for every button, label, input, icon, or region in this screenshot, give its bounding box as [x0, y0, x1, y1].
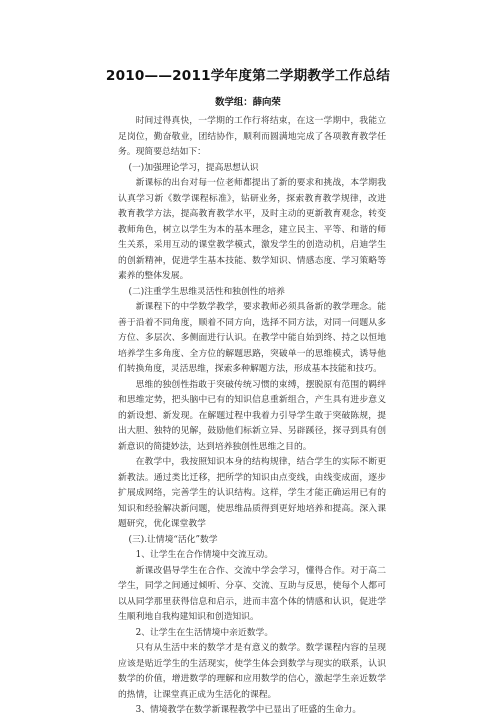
paragraph: 思维的独创性指敢于突破传统习惯的束缚，摆脱原有范围的羁绊和思维定势，把头脑中已有的知识信息重新组合，产生具有进步意义的新设想、新发现。在解题过程中我着力引导学生敢于突破陈规，提出大胆、独特的见解，鼓励他们标新立异、另辟蹊径，探寻到具有创新意识的简捷妙法，达到培养独创性思维之目的。	[118, 379, 386, 452]
paragraph: 在教学中，我按照知识本身的结构规律，结合学生的实际不断更新教法。通过类比迁移，把所学的知识由点变线，由线变成面，逐步扩展成网络，完善学生的认识结构。这样，学生才能正确运用已有的知识和经验解决新问题，使思维品质得到更好地培养和提高。深入课题研究，优化课堂教学	[118, 457, 386, 529]
paragraph: 只有从生活中来的数学才是有意义的数学。数学课程内容的呈现应该是贴近学生的生活现实，使学生体会到数学与现实的联系，认识数学的价值，增进数学的理解和应用数学的信心，激起学生亲近数学的热情，让课堂真正成为生活化的课程。	[118, 643, 386, 700]
section-heading-3: (三).让情境“活化”数学	[128, 534, 218, 545]
document-body	[118, 114, 386, 719]
paragraph-intro: 时间过得真快，一学期的工作行将结束，在这一学期中，我能立足岗位，勤奋敬业，团结协作，顺利而圆满地完成了各项教育教学任务。现简要总结如下：	[118, 116, 386, 157]
paragraph: 新课标的出台对每一位老师都提出了新的要求和挑战，本学期我认真学习新《数学课程标准》，钻研业务，探索教育教学规律，改进教育教学方法，提高教育教学水平，及时主动的更新教育观念，转变教师角色，树立以学生为本的基本理念，建立民主、平等、和谐的师生关系，采用互动的课堂教学模式，激发学生的创造动机，启迪学生的创新精神，促进学生基本技能、数学知识、情感态度、学习策略等素养的整体发展。	[118, 178, 386, 281]
document-author: 数学组：薛向荣	[215, 97, 281, 108]
section-heading-2: (二)注重学生思维灵活性和独创性的培养	[128, 286, 285, 297]
list-item: 3、情境教学在数学新课程教学中已显出了旺盛的生命力。	[135, 705, 362, 715]
section-heading-1: (一)加强理论学习，提高思想认识	[128, 162, 259, 173]
list-item: 1、让学生在合作情境中交流互动。	[135, 550, 274, 560]
list-item: 2、让学生在生活情境中亲近数学。	[135, 627, 274, 638]
paragraph: 新课程下的中学数学教学，要求教师必须具备新的教学理念。能善于沿着不同角度，顺着不同方向，选择不同方法，对同一问题从多方位、多层次、多侧面进行认识。在教学中能自始到终、持之以恒地培养学生多角度、全方位的解题思路，突破单一的思维模式，诱导他们转换角度，灵活思维，探索多种解题方法，形成基本技能和技巧。	[118, 302, 386, 374]
paragraph: 新课改倡导学生在合作、交流中学会学习，懂得合作。对于高二学生，同学之间通过倾听、分享、交流、互助与反思，使每个人都可以从同学那里获得信息和启示，进而丰富个体的情感和认识，促进学生顺利地自我构建知识和创造知识。	[118, 565, 386, 622]
document-title: 2010——2011学年度第二学期教学工作总结	[105, 68, 391, 84]
